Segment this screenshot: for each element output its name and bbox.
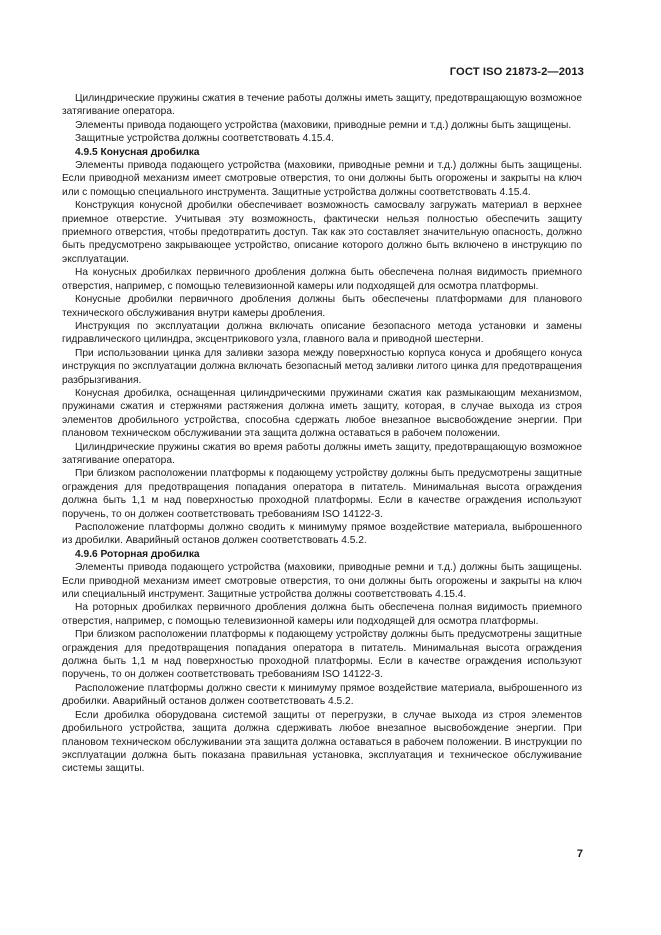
paragraph: Расположение платформы должно сводить к минимуму прямое воздействие материала, выброшенного из дробилки. Аварийный останов должен соответствовать 4.5.2. — [62, 522, 582, 547]
paragraph: При близком расположении платформы к подающему устройству должны быть предусмотрены защитные ограждения для предотвращения попадания оператора в питатель. Минимальная высота ограждения должна быть 1,1 м над поверхностью проходной платформы. Если в качестве ограждения используют поручень, то он должен соответствовать требованиям ISO 14122-3. — [62, 629, 582, 681]
document-body — [62, 92, 582, 776]
paragraph: Элементы привода подающего устройства (маховики, приводные ремни и т.д.) должны быть защищены. Если приводной механизм имеет смотровые отверстия, то они должны быть огорожены и закрыты на ключ или с помощью специального инструмента. Защитные устройства должны соответствовать 4.15.4. — [62, 160, 582, 198]
paragraph: Цилиндрические пружины сжатия в течение работы должны иметь защиту, предотвращающую возможное затягивание оператора. — [62, 93, 582, 118]
section-heading: 4.9.6 Роторная дробилка — [75, 548, 200, 560]
paragraph: Элементы привода подающего устройства (маховики, приводные ремни и т.д.) должны быть защищены. Если приводной механизм имеет смотровые отверстия, то они должны быть огорожены и закрыты на ключ или специальный инструмент. Защитные устройства должны соответствовать 4.15.4. — [62, 562, 582, 601]
paragraph: При использовании цинка для заливки зазора между поверхностью корпуса конуса и дробящего конуса инструкция по эксплуатации должна включать безопасный метод заливки литого цинка для предотвращения разбрызгивания. — [62, 347, 582, 386]
paragraph: Конусная дробилка, оснащенная цилиндрическими пружинами сжатия как размыкающим механизмом, пружинами сжатия и стержнями растяжения должна иметь защиту, которая, в случае выхода из строя элементов дробильного устройства, способна сдержать любое внезапное высвобождение энергии. При плановом техническом обслуживании эта защита должна оставаться в рабочем положении. — [62, 387, 582, 440]
paragraph: Цилиндрические пружины сжатия во время работы должны иметь защиту, предотвращающую возможное затягивание оператора. — [62, 441, 582, 466]
paragraph: Конусные дробилки первичного дробления должны быть обеспечены платформами для планового технического обслуживания внутри камеры дробления. — [62, 294, 582, 319]
paragraph: Инструкция по эксплуатации должна включать описание безопасного метода установки и замены гидравлического цилиндра, эксцентрикового узла, главного вала и приводной шестерни. — [62, 320, 582, 346]
paragraph: Конструкция конусной дробилки обеспечивает возможность самосвалу загружать материал в верхнее приемное отверстие. Учитывая эту возможность, фактически нельзя полностью обеспечить защиту приемного отверстия, чтобы предотвратить доступ. Так как это составляет значительную опасность, должно быть предусмотрено закрывающее устройство, описание которого должно быть включено в инструкцию по эксплуатации. — [62, 200, 582, 265]
page-number: 7 — [576, 848, 583, 860]
paragraph: Расположение платформы должно свести к минимуму прямое воздействие материала, выброшенного из дробилки. Аварийный останов должен соответствовать 4.5.2. — [62, 682, 582, 708]
paragraph: Защитные устройства должны соответствовать 4.15.4. — [75, 133, 334, 145]
section-heading: 4.9.5 Конусная дробилка — [75, 146, 200, 158]
paragraph: Элементы привода подающего устройства (маховики, приводные ремни и т.д.) должны быть защищены. — [75, 119, 572, 131]
paragraph: На конусных дробилках первичного дробления должна быть обеспечена полная видимость приемного отверстия, например, с помощью телевизионной камеры или подходящей для осмотра платформы. — [62, 267, 582, 292]
paragraph: На роторных дробилках первичного дробления должна быть обеспечена полная видимость приемного отверстия, например, с помощью телевизионной камеры или подходящей для осмотра платформы. — [62, 602, 582, 627]
paragraph: Если дробилка оборудована системой защиты от перегрузки, в случае выхода из строя элементов дробильного устройства, защита должна сдерживать любое внезапное высвобождение энергии. При плановом техническом обслуживании эта защита должна оставаться в рабочем положении. В инструкции по эксплуатации должна быть показана правильная установка, эксплуатация и техническое обслуживание системы защиты. — [62, 709, 582, 775]
document-header: ГОСТ ISO 21873-2—2013 — [449, 66, 584, 78]
paragraph: При близком расположении платформы к подающему устройству должны быть предусмотрены защитные ограждения для предотвращения попадания оператора в питатель. Минимальная высота ограждения должна быть 1,1 м над поверхностью проходной платформы. Если в качестве ограждения используют поручень, то он должен соответствовать требованиям ISO 14122-3. — [62, 468, 582, 520]
